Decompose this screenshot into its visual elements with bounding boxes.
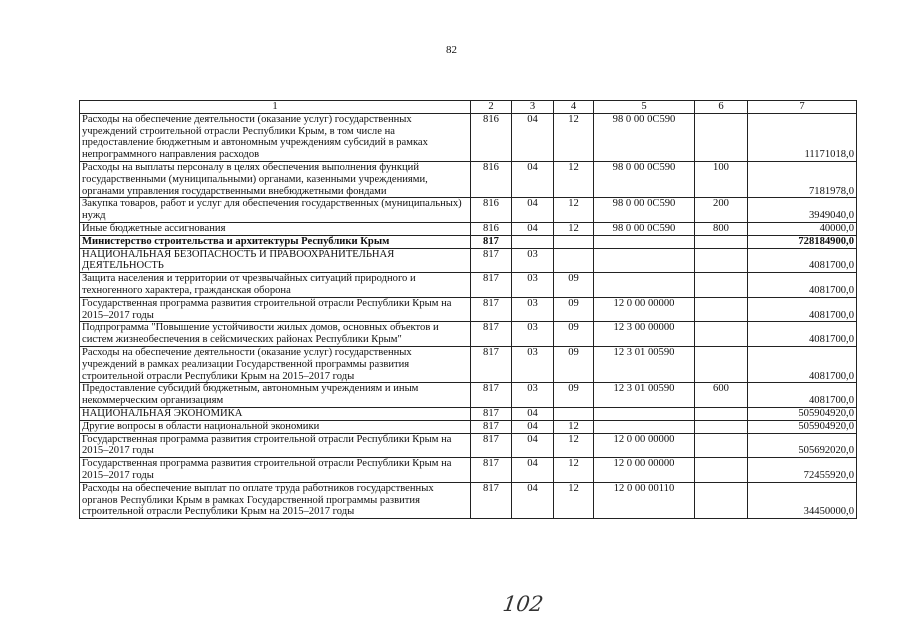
row-amount: 4081700,0 bbox=[748, 346, 857, 382]
budget-table bbox=[79, 100, 857, 519]
table-row bbox=[80, 248, 857, 273]
row-ministry-code: 817 bbox=[471, 420, 512, 433]
row-description: Подпрограмма "Повышение устойчивости жилых домов, основных объектов и систем жизнеобеспечения в сейсмических районах Республики Крым" bbox=[80, 322, 471, 347]
row-subsection-code: 09 bbox=[554, 297, 594, 322]
row-target-article-code: 12 0 00 00000 bbox=[594, 433, 695, 458]
row-subsection-code: 09 bbox=[554, 273, 594, 298]
row-expense-type-code bbox=[695, 248, 748, 273]
row-section-code: 03 bbox=[512, 346, 554, 382]
row-target-article-code bbox=[594, 420, 695, 433]
row-subsection-code bbox=[554, 248, 594, 273]
row-expense-type-code bbox=[695, 235, 748, 248]
row-amount: 505692020,0 bbox=[748, 433, 857, 458]
row-amount: 7181978,0 bbox=[748, 161, 857, 197]
row-amount: 4081700,0 bbox=[748, 248, 857, 273]
row-expense-type-code bbox=[695, 113, 748, 161]
row-target-article-code: 98 0 00 0С590 bbox=[594, 161, 695, 197]
row-amount: 4081700,0 bbox=[748, 322, 857, 347]
row-section-code: 03 bbox=[512, 322, 554, 347]
table-row bbox=[80, 458, 857, 483]
row-subsection-code: 09 bbox=[554, 383, 594, 408]
row-subsection-code bbox=[554, 235, 594, 248]
row-section-code: 03 bbox=[512, 248, 554, 273]
row-target-article-code: 98 0 00 0С590 bbox=[594, 222, 695, 235]
table-row bbox=[80, 346, 857, 382]
row-amount: 4081700,0 bbox=[748, 273, 857, 298]
table-row bbox=[80, 407, 857, 420]
header-cell: 4 bbox=[554, 101, 594, 114]
row-description: Государственная программа развития строительной отрасли Республики Крым на 2015–2017 годы bbox=[80, 433, 471, 458]
row-ministry-code: 817 bbox=[471, 235, 512, 248]
row-section-code: 04 bbox=[512, 407, 554, 420]
row-description: НАЦИОНАЛЬНАЯ ЭКОНОМИКА bbox=[80, 407, 471, 420]
row-amount: 728184900,0 bbox=[748, 235, 857, 248]
row-description: Другие вопросы в области национальной экономики bbox=[80, 420, 471, 433]
row-expense-type-code bbox=[695, 433, 748, 458]
table-row bbox=[80, 198, 857, 223]
row-expense-type-code bbox=[695, 407, 748, 420]
row-section-code: 03 bbox=[512, 273, 554, 298]
row-section-code: 04 bbox=[512, 161, 554, 197]
row-amount: 505904920,0 bbox=[748, 420, 857, 433]
row-expense-type-code bbox=[695, 346, 748, 382]
header-cell: 7 bbox=[748, 101, 857, 114]
row-subsection-code: 12 bbox=[554, 222, 594, 235]
handwritten-page-number: 102 bbox=[501, 592, 545, 616]
row-subsection-code: 09 bbox=[554, 322, 594, 347]
header-cell: 6 bbox=[695, 101, 748, 114]
header-cell: 2 bbox=[471, 101, 512, 114]
row-target-article-code: 12 0 00 00110 bbox=[594, 482, 695, 518]
table-row bbox=[80, 482, 857, 518]
row-amount: 11171018,0 bbox=[748, 113, 857, 161]
table-row bbox=[80, 113, 857, 161]
table-row bbox=[80, 322, 857, 347]
row-subsection-code: 12 bbox=[554, 198, 594, 223]
row-target-article-code: 12 3 00 00000 bbox=[594, 322, 695, 347]
row-ministry-code: 816 bbox=[471, 198, 512, 223]
row-expense-type-code: 200 bbox=[695, 198, 748, 223]
row-ministry-code: 817 bbox=[471, 273, 512, 298]
row-section-code: 04 bbox=[512, 113, 554, 161]
row-ministry-code: 816 bbox=[471, 222, 512, 235]
row-ministry-code: 817 bbox=[471, 346, 512, 382]
header-cell: 5 bbox=[594, 101, 695, 114]
row-target-article-code: 12 0 00 00000 bbox=[594, 458, 695, 483]
row-ministry-code: 816 bbox=[471, 161, 512, 197]
row-expense-type-code bbox=[695, 297, 748, 322]
row-subsection-code: 12 bbox=[554, 433, 594, 458]
row-target-article-code bbox=[594, 407, 695, 420]
table-row bbox=[80, 383, 857, 408]
row-section-code: 03 bbox=[512, 297, 554, 322]
table-row bbox=[80, 433, 857, 458]
row-amount: 4081700,0 bbox=[748, 297, 857, 322]
row-description: Защита населения и территории от чрезвычайных ситуаций природного и техногенного характера, гражданская оборона bbox=[80, 273, 471, 298]
row-target-article-code: 12 0 00 00000 bbox=[594, 297, 695, 322]
row-amount: 40000,0 bbox=[748, 222, 857, 235]
row-amount: 4081700,0 bbox=[748, 383, 857, 408]
row-description: Иные бюджетные ассигнования bbox=[80, 222, 471, 235]
row-target-article-code: 12 3 01 00590 bbox=[594, 383, 695, 408]
row-amount: 505904920,0 bbox=[748, 407, 857, 420]
row-ministry-code: 817 bbox=[471, 407, 512, 420]
row-expense-type-code: 600 bbox=[695, 383, 748, 408]
row-description: Государственная программа развития строительной отрасли Республики Крым на 2015–2017 годы bbox=[80, 458, 471, 483]
row-subsection-code: 12 bbox=[554, 420, 594, 433]
table-row bbox=[80, 222, 857, 235]
row-section-code: 04 bbox=[512, 420, 554, 433]
table-row bbox=[80, 273, 857, 298]
row-subsection-code: 09 bbox=[554, 346, 594, 382]
row-subsection-code: 12 bbox=[554, 458, 594, 483]
header-cell: 3 bbox=[512, 101, 554, 114]
row-subsection-code: 12 bbox=[554, 482, 594, 518]
row-target-article-code: 98 0 00 0С590 bbox=[594, 113, 695, 161]
row-description: НАЦИОНАЛЬНАЯ БЕЗОПАСНОСТЬ И ПРАВООХРАНИТЕЛЬНАЯ ДЕЯТЕЛЬНОСТЬ bbox=[80, 248, 471, 273]
row-amount: 3949040,0 bbox=[748, 198, 857, 223]
row-description: Расходы на обеспечение выплат по оплате труда работников государственных органов Республики Крым в рамках Государственной программы развития строительной отрасли Республики Крым на 2015–2017 годы bbox=[80, 482, 471, 518]
page-number: 82 bbox=[446, 44, 457, 56]
row-expense-type-code bbox=[695, 458, 748, 483]
table-row bbox=[80, 420, 857, 433]
row-description: Расходы на обеспечение деятельности (оказание услуг) государственных учреждений строительной отрасли Республики Крым, в том числе на предоставление бюджетным и автономным учреждениям субсидий в рамках непрограммного направления расходов bbox=[80, 113, 471, 161]
row-section-code: 04 bbox=[512, 433, 554, 458]
row-expense-type-code bbox=[695, 273, 748, 298]
row-subsection-code: 12 bbox=[554, 161, 594, 197]
row-target-article-code bbox=[594, 235, 695, 248]
row-description: Расходы на обеспечение деятельности (оказание услуг) государственных учреждений в рамках реализации Государственной программы развития строительной отрасли Республики Крым на 2015–2017 годы bbox=[80, 346, 471, 382]
budget-table-body bbox=[80, 101, 857, 519]
table-row bbox=[80, 297, 857, 322]
row-ministry-code: 816 bbox=[471, 113, 512, 161]
row-section-code: 03 bbox=[512, 383, 554, 408]
row-description: Расходы на выплаты персоналу в целях обеспечения выполнения функций государственными (муниципальными) органами, казенными учреждениями, органами управления государственными внебюджетными фондами bbox=[80, 161, 471, 197]
row-ministry-code: 817 bbox=[471, 458, 512, 483]
row-ministry-code: 817 bbox=[471, 482, 512, 518]
header-cell: 1 bbox=[80, 101, 471, 114]
row-section-code bbox=[512, 235, 554, 248]
row-ministry-code: 817 bbox=[471, 248, 512, 273]
table-row bbox=[80, 161, 857, 197]
row-description: Закупка товаров, работ и услуг для обеспечения государственных (муниципальных) нужд bbox=[80, 198, 471, 223]
row-expense-type-code: 100 bbox=[695, 161, 748, 197]
row-subsection-code bbox=[554, 407, 594, 420]
row-ministry-code: 817 bbox=[471, 297, 512, 322]
row-expense-type-code bbox=[695, 482, 748, 518]
table-header-row bbox=[80, 101, 857, 114]
table-row bbox=[80, 235, 857, 248]
row-expense-type-code bbox=[695, 322, 748, 347]
row-ministry-code: 817 bbox=[471, 322, 512, 347]
row-section-code: 04 bbox=[512, 458, 554, 483]
row-ministry-code: 817 bbox=[471, 433, 512, 458]
row-ministry-code: 817 bbox=[471, 383, 512, 408]
row-subsection-code: 12 bbox=[554, 113, 594, 161]
row-description: Министерство строительства и архитектуры Республики Крым bbox=[80, 235, 471, 248]
row-expense-type-code: 800 bbox=[695, 222, 748, 235]
row-amount: 34450000,0 bbox=[748, 482, 857, 518]
row-section-code: 04 bbox=[512, 222, 554, 235]
row-description: Государственная программа развития строительной отрасли Республики Крым на 2015–2017 годы bbox=[80, 297, 471, 322]
row-section-code: 04 bbox=[512, 482, 554, 518]
row-description: Предоставление субсидий бюджетным, автономным учреждениям и иным некоммерческим организациям bbox=[80, 383, 471, 408]
row-expense-type-code bbox=[695, 420, 748, 433]
row-target-article-code: 12 3 01 00590 bbox=[594, 346, 695, 382]
row-section-code: 04 bbox=[512, 198, 554, 223]
row-target-article-code bbox=[594, 248, 695, 273]
row-target-article-code: 98 0 00 0С590 bbox=[594, 198, 695, 223]
row-target-article-code bbox=[594, 273, 695, 298]
row-amount: 72455920,0 bbox=[748, 458, 857, 483]
